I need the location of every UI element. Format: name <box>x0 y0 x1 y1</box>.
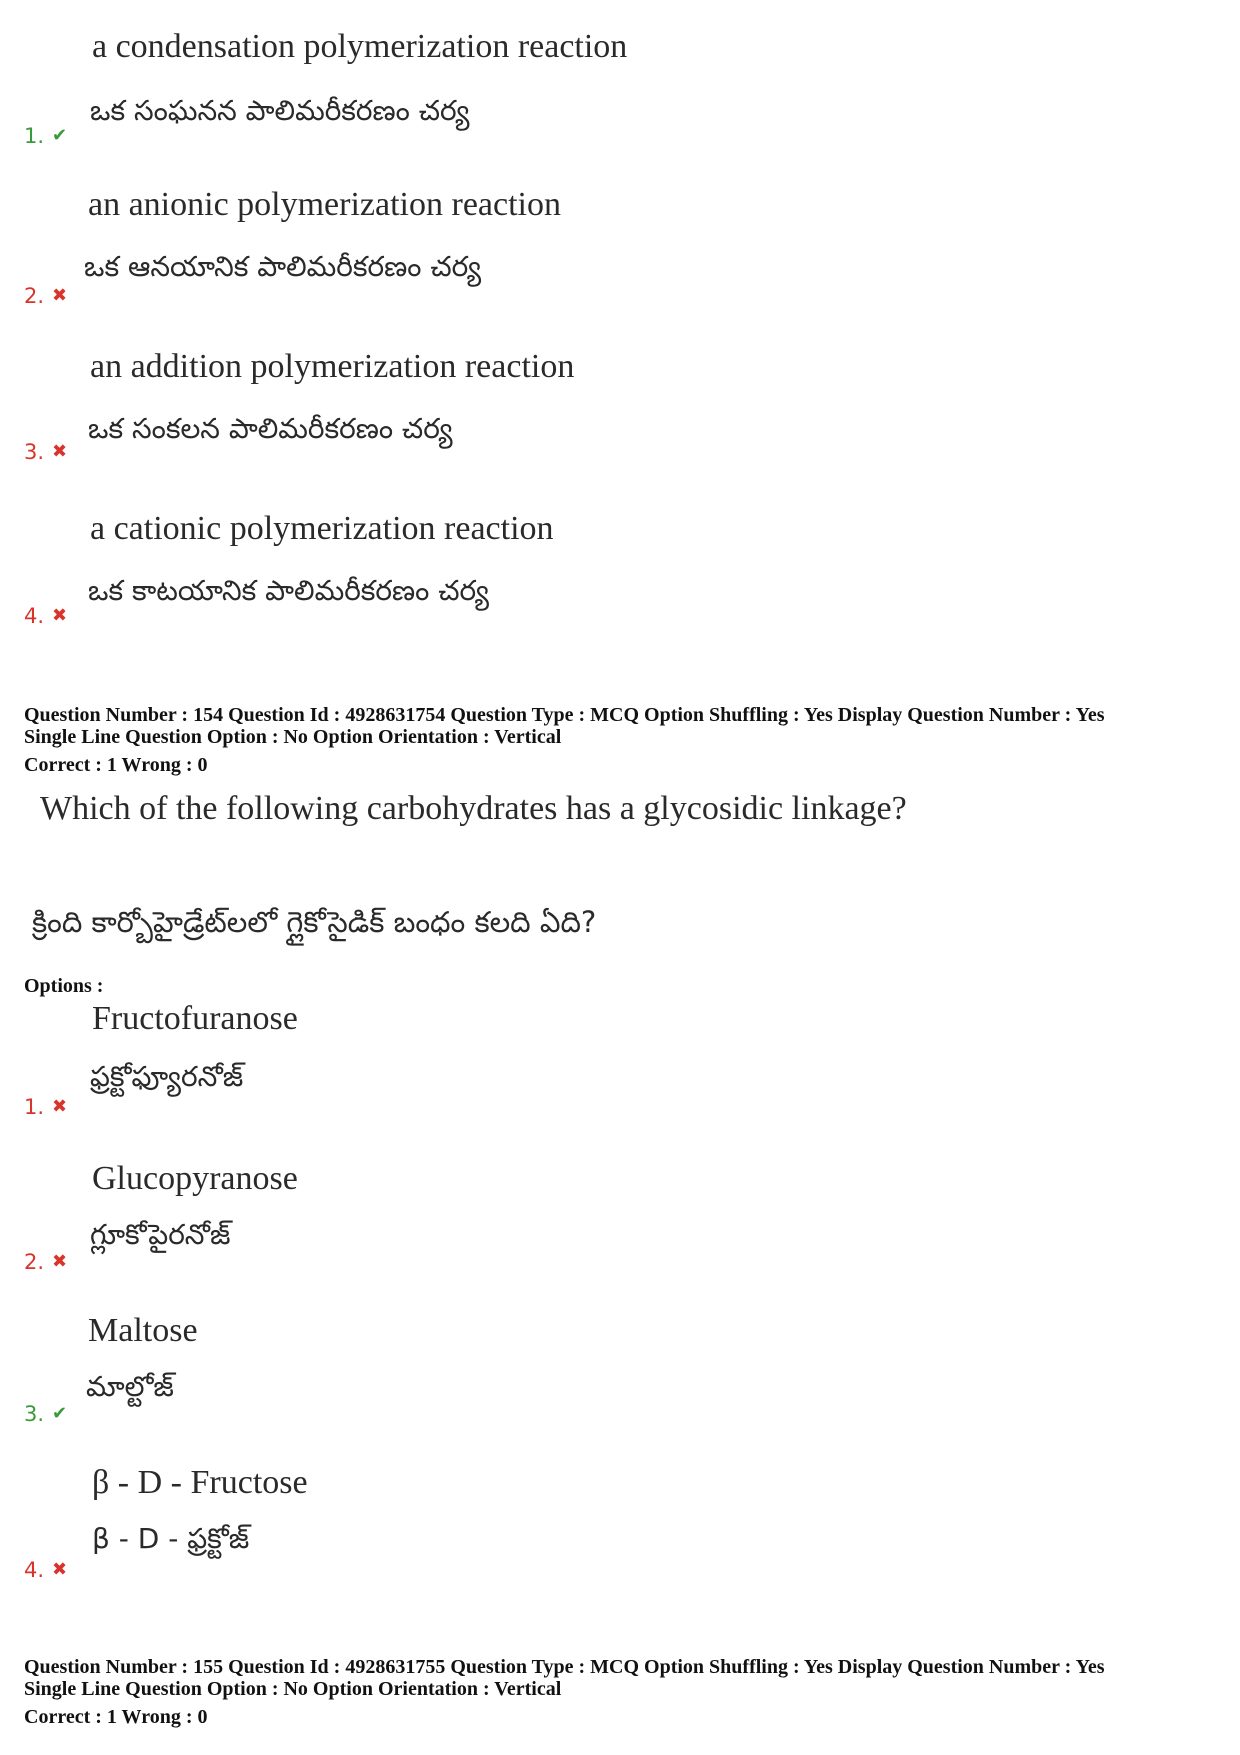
option-number: 4. ✖ <box>24 1558 68 1582</box>
option-english: an addition polymerization reaction <box>90 348 575 385</box>
question-score-line: Correct : 1 Wrong : 0 <box>24 1706 208 1728</box>
cross-icon: ✖ <box>52 441 68 462</box>
option-english: Maltose <box>88 1312 198 1349</box>
question-meta-line1: Question Number : 154 Question Id : 4928631754 Question Type : MCQ Option Shuffling : Yes Display Question Number : Yes <box>24 704 1105 726</box>
option-telugu: ఒక సంఘనన పాలిమరీకరణం చర్య <box>90 94 470 127</box>
option-telugu: ఫ్రక్టోఫ్యూరనోజ్ <box>90 1060 244 1093</box>
cross-icon: ✖ <box>52 1251 68 1272</box>
option-english: an anionic polymerization reaction <box>88 186 561 223</box>
option-telugu: మాల్టోజ్ <box>86 1370 174 1403</box>
option-number: 1. ✖ <box>24 1095 68 1119</box>
option-telugu: ఒక సంకలన పాలిమరీకరణం చర్య <box>88 412 453 445</box>
question-meta-line1: Question Number : 155 Question Id : 4928631755 Question Type : MCQ Option Shuffling : Yes Display Question Number : Yes <box>24 1656 1105 1678</box>
check-icon: ✔ <box>52 125 68 146</box>
question-score-line: Correct : 1 Wrong : 0 <box>24 754 208 776</box>
check-icon: ✔ <box>52 1403 68 1424</box>
option-number: 1. ✔ <box>24 124 68 148</box>
options-label: Options : <box>24 975 104 997</box>
option-number: 4. ✖ <box>24 604 68 628</box>
question-text-english: Which of the following carbohydrates has a glycosidic linkage? <box>40 790 907 827</box>
option-english: Glucopyranose <box>92 1160 298 1197</box>
option-telugu: ఒక కాటయానిక పాలిమరీకరణం చర్య <box>88 574 489 607</box>
cross-icon: ✖ <box>52 1559 68 1580</box>
question-meta-line2: Single Line Question Option : No Option Orientation : Vertical <box>24 1678 562 1700</box>
option-number: 3. ✔ <box>24 1402 68 1426</box>
cross-icon: ✖ <box>52 285 68 306</box>
question-text-telugu: క్రింది కార్బోహైడ్రేట్‌లలో గ్లైకోసైడిక్ బంధం కలది ఏది? <box>32 905 597 939</box>
option-number: 2. ✖ <box>24 284 68 308</box>
cross-icon: ✖ <box>52 1096 68 1117</box>
option-number: 2. ✖ <box>24 1250 68 1274</box>
option-english: a condensation polymerization reaction <box>92 28 628 65</box>
option-english: Fructofuranose <box>92 1000 298 1037</box>
option-english: a cationic polymerization reaction <box>90 510 554 547</box>
option-telugu: β - D - ఫ్రక్టోజ్ <box>92 1522 250 1555</box>
cross-icon: ✖ <box>52 605 68 626</box>
option-english: β - D - Fructose <box>92 1464 308 1501</box>
option-telugu: గ్లూకోపైరనోజ్ <box>90 1218 231 1251</box>
option-number: 3. ✖ <box>24 440 68 464</box>
question-meta-line2: Single Line Question Option : No Option Orientation : Vertical <box>24 726 562 748</box>
option-telugu: ఒక ఆనయానిక పాలిమరీకరణం చర్య <box>84 250 482 283</box>
